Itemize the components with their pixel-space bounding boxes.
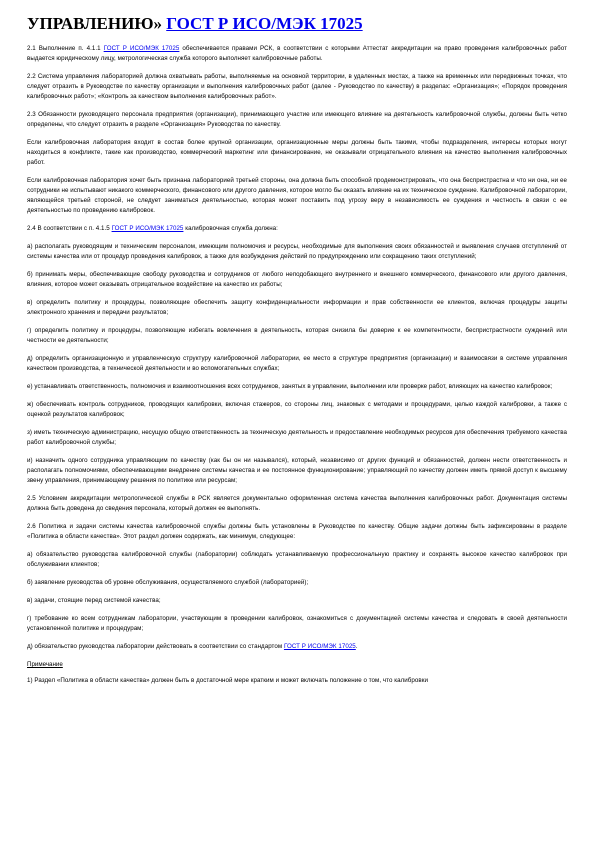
- document-body: [27, 44, 567, 652]
- paragraph-text: д) обязательство руководства лаборатории действовать в соответствии со стандартом: [27, 643, 284, 650]
- paragraph: и) назначить одного сотрудника управляющим по качеству (как бы он ни назывался), который, независимо от других функций и обязанностей, должен нести ответственность и располагать полномочиями, обеспечивающими внедрение системы качества и ее постоянное функционирование; управляющий по качеству должен иметь прямой доступ к высшему звену управления, принимающему решения по политике или ресурсам;: [27, 457, 567, 484]
- paragraph: [27, 44, 567, 64]
- paragraph: 2.2 Система управления лабораторией должна охватывать работы, выполняемые на основной территории, в удаленных местах, а также на временных или передвижных точках, что следует отразить в Руководстве по качеству организации и выполнения калибровочных работ (далее - Руководство по качеству) в разделах: «Организация»; «Порядок проведения калибровочных работ»; «Контроль за качеством выполнения калибровочных работ».: [27, 73, 567, 100]
- paragraph: г) требование ко всем сотрудникам лаборатории, участвующим в проведении калибровок, ознакомиться с документацией системы качества и следовать в своей деятельности установленной политике и процедурам;: [27, 615, 567, 632]
- standard-link[interactable]: ГОСТ Р ИСО/МЭК 17025: [103, 45, 180, 52]
- paragraph: ж) обеспечивать контроль сотрудников, проводящих калибровки, включая стажеров, со стороны лиц, знакомых с методами и процедурами, целью каждой калибровки, а также с оценкой результатов калибровок;: [27, 401, 567, 418]
- paragraph: а) располагать руководящим и техническим персоналом, имеющим полномочия и ресурсы, необходимые для выполнения своих обязанностей и выявления случаев отступлений от системы качества или от процедур проведения калибровок, а также для возбуждения действий по предупреждению или сокращению таких отступлений;: [27, 243, 567, 260]
- title-standard-link[interactable]: ГОСТ Р ИСО/МЭК 17025: [166, 14, 363, 33]
- paragraph: г) определить политику и процедуры, позволяющие избегать вовлечения в деятельность, которая снизила бы доверие к ее компетентности, беспристрастности суждений или честности ее деятельности;: [27, 327, 567, 344]
- paragraph: б) принимать меры, обеспечивающие свободу руководства и сотрудников от любого неподобающего внутреннего и внешнего коммерческого, финансового или другого давления, влияния, которое может оказывать отрицательное воздействие на качество их работы;: [27, 271, 567, 288]
- paragraph: б) заявление руководства об уровне обслуживания, осуществляемого службой (лабораторией);: [27, 579, 309, 586]
- title-text: УПРАВЛЕНИЮ»: [27, 14, 162, 33]
- paragraph-text: обеспечивается правами РСК, в соответствии с которыми Аттестат аккредитации на право проведения калибровочных работ выдается юридическому лицу, метрологическая служба которого выполняет калибровочные работы.: [27, 45, 567, 62]
- standard-link[interactable]: ГОСТ Р ИСО/МЭК 17025: [111, 225, 184, 232]
- paragraph: 2.5 Условием аккредитации метрологической службы в РСК является документально оформленная система качества выполнения калибровочных работ. Документация системы должна быть доведена до сведения персонала, который должен ее выполнять.: [27, 495, 567, 512]
- paragraph: а) обязательство руководства калибровочной службы (лаборатории) соблюдать устанавливаемую профессиональную практику и сохранять высокое качество калибровок при обслуживании клиентов;: [27, 551, 567, 568]
- paragraph: [27, 642, 567, 652]
- paragraph: з) иметь техническую администрацию, несущую общую ответственность за техническую деятельность и предоставление необходимых ресурсов для обеспечения требуемого качества работ калибровочной службы;: [27, 429, 567, 446]
- note-heading: Примечание: [27, 661, 63, 668]
- page-title: [27, 14, 567, 34]
- paragraph: Если калибровочная лаборатория входит в состав более крупной организации, организационные меры должны быть такими, чтобы подразделения, интересы которых могут находиться в конфликте, такие как производство, коммерческий маркетинг или финансирование, не оказывали отрицательного влияния на качество выполнения калибровочных работ.: [27, 139, 567, 166]
- paragraph: Если калибровочная лаборатория хочет быть признана лабораторией третьей стороны, она должна быть способной продемонстрировать, что она беспристрастна и что ни она, ни ее сотрудники не испытывают никакого коммерческого, финансового или другого давления, которое могло бы оказать влияние на их техническое суждение. Калибровочной лаборатории, являющейся третьей стороной, не следует заниматься деятельностью, которая может поставить под угрозу веру в независимость ее суждения и честность в связи с ее деятельностью по проведению калибровок.: [27, 177, 567, 214]
- document-page: [27, 14, 567, 694]
- paragraph-text: калибровочная служба должна:: [183, 225, 278, 232]
- paragraph-text: 2.4 В соответствии с п. 4.1.5: [27, 225, 112, 232]
- paragraph-text: 2.1 Выполнение п. 4.1.1: [27, 45, 104, 52]
- paragraph: 2.3 Обязанности руководящего персонала предприятия (организации), принимающего участие или имеющего влияние на деятельность калибровочной службы, должны быть четко определены, что следует отразить в разделе «Организация» Руководства по качеству.: [27, 111, 567, 128]
- paragraph: 2.6 Политика и задачи системы качества калибровочной службы должны быть установлены в Руководстве по качеству. Общие задачи должны быть зафиксированы в разделе «Политика в области качества». Этот раздел должен содержать, как минимум, следующее:: [27, 523, 567, 540]
- paragraph: е) устанавливать ответственность, полномочия и взаимоотношения всех сотрудников, занятых в управлении, выполнении или проверке работ, влияющих на качество калибровок;: [27, 383, 553, 390]
- note-paragraph: 1) Раздел «Политика в области качества» должен быть в достаточной мере кратким и может включать положение о том, что калибровки: [27, 677, 428, 684]
- paragraph: в) определить политику и процедуры, позволяющие обеспечить защиту конфиденциальности информации и прав собственности ее клиентов, включая процедуры защиты электронного хранения и передачи результатов;: [27, 299, 567, 316]
- paragraph: в) задачи, стоящие перед системой качества;: [27, 597, 161, 604]
- paragraph-text: .: [355, 643, 358, 650]
- paragraph: [27, 224, 567, 234]
- standard-link[interactable]: ГОСТ Р ИСО/МЭК 17025: [283, 643, 356, 650]
- paragraph: д) определить организационную и управленческую структуру калибровочной лаборатории, ее место в структуре предприятия (организации) и взаимосвязи в системе управления качеством производства, в технической деятельности и во вспомогательных службах;: [27, 355, 567, 372]
